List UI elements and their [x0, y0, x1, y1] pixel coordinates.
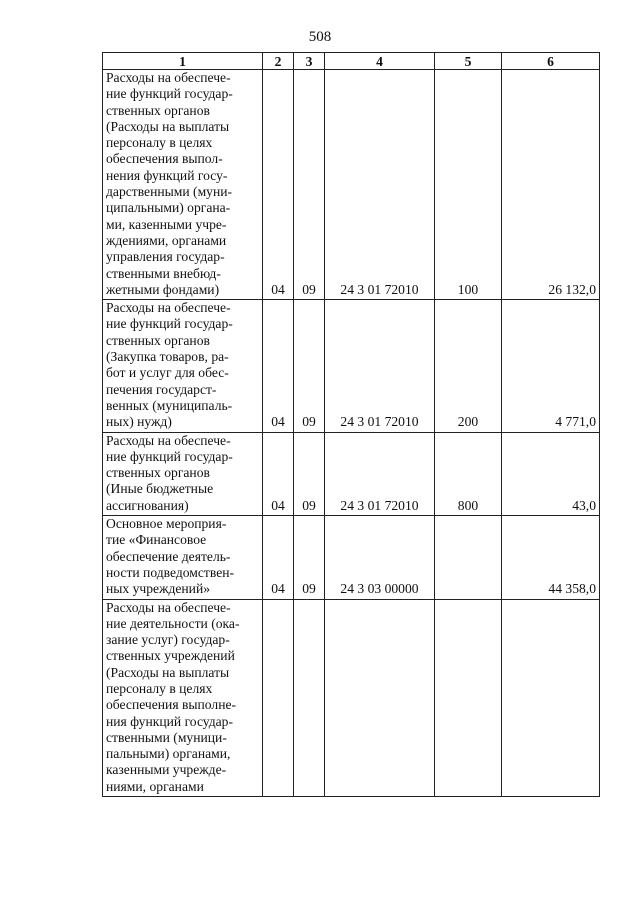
table-row	[103, 300, 600, 432]
description-line: тие «Финансовое	[106, 532, 207, 548]
description-line: ственными (муници-	[106, 729, 227, 745]
description-cell	[103, 599, 263, 797]
section-cell: 04	[263, 300, 294, 432]
expense-type-cell: 200	[435, 300, 502, 432]
section-cell: 04	[263, 432, 294, 515]
description-line: ственных органов	[106, 465, 210, 481]
description-line: дарственными (муни-	[106, 184, 233, 200]
description-cell	[103, 432, 263, 515]
budget-table	[102, 52, 600, 797]
page-number: 508	[308, 29, 332, 45]
description-line: персоналу в целях	[106, 680, 213, 696]
description-line: (Расходы на выплаты	[106, 118, 230, 134]
description-line: Расходы на обеспече-	[106, 70, 231, 85]
amount-cell: 26 132,0	[502, 70, 600, 300]
description-line: ассигнования)	[106, 497, 189, 513]
target-article-cell: 24 3 01 72010	[325, 432, 435, 515]
description-line: пальными) органами,	[106, 746, 231, 762]
description-line: (Иные бюджетные	[106, 481, 214, 497]
description-line: Расходы на обеспече-	[106, 432, 231, 448]
column-header-4: 4	[325, 53, 435, 70]
table-body	[103, 70, 600, 797]
description-line: жетными фондами)	[106, 281, 220, 297]
description-line: казенными учрежде-	[106, 762, 227, 778]
expense-type-cell	[435, 516, 502, 599]
subsection-cell: 09	[294, 70, 325, 300]
description-cell	[103, 516, 263, 599]
description-line: ние функций государ-	[106, 448, 233, 464]
amount-cell	[502, 599, 600, 797]
description-line: ности подведомствен-	[106, 564, 235, 580]
column-header-3: 3	[294, 53, 325, 70]
target-article-cell: 24 3 01 72010	[325, 70, 435, 300]
description-line: ственных учреждений	[106, 648, 235, 664]
description-line: персоналу в целях	[106, 135, 213, 151]
subsection-cell: 09	[294, 300, 325, 432]
description-line: ственных органов	[106, 102, 210, 118]
description-line: Основное мероприя-	[106, 516, 227, 532]
table-row	[103, 432, 600, 515]
expense-type-cell	[435, 599, 502, 797]
description-line: ние функций государ-	[106, 86, 233, 102]
table-header-row	[103, 53, 600, 70]
description-cell	[103, 300, 263, 432]
expense-type-cell: 800	[435, 432, 502, 515]
column-header-1: 1	[103, 53, 263, 70]
amount-cell: 4 771,0	[502, 300, 600, 432]
description-line: ниями, органами	[106, 778, 204, 794]
subsection-cell: 09	[294, 516, 325, 599]
column-header-2: 2	[263, 53, 294, 70]
amount-cell: 44 358,0	[502, 516, 600, 599]
description-line: обеспечение деятель-	[106, 548, 231, 564]
section-cell: 04	[263, 70, 294, 300]
expense-type-cell: 100	[435, 70, 502, 300]
column-header-5: 5	[435, 53, 502, 70]
description-line: (Закупка товаров, ра-	[106, 349, 229, 365]
description-line: ственных органов	[106, 332, 210, 348]
description-line: печения государст-	[106, 381, 217, 397]
description-line: ние функций государ-	[106, 316, 233, 332]
subsection-cell: 09	[294, 432, 325, 515]
description-line: Расходы на обеспече-	[106, 599, 231, 615]
description-line: венных (муниципаль-	[106, 397, 233, 413]
description-line: ных учреждений»	[106, 581, 211, 597]
description-line: обеспечения выполне-	[106, 697, 237, 713]
description-line: ных) нужд)	[106, 414, 172, 430]
target-article-cell: 24 3 01 72010	[325, 300, 435, 432]
description-line: зание услуг) государ-	[106, 632, 230, 648]
description-line: нения функций госу-	[106, 167, 228, 183]
description-line: (Расходы на выплаты	[106, 664, 230, 680]
amount-cell: 43,0	[502, 432, 600, 515]
description-line: обеспечения выпол-	[106, 151, 223, 167]
description-line: управления государ-	[106, 249, 225, 265]
target-article-cell	[325, 599, 435, 797]
subsection-cell	[294, 599, 325, 797]
description-line: ния функций государ-	[106, 713, 234, 729]
target-article-cell: 24 3 03 00000	[325, 516, 435, 599]
description-line: Расходы на обеспече-	[106, 300, 231, 316]
description-line: ми, казенными учре-	[106, 216, 227, 232]
description-line: ственными внебюд-	[106, 265, 221, 281]
column-header-6: 6	[502, 53, 600, 70]
table-row	[103, 70, 600, 300]
description-line: ждениями, органами	[106, 232, 227, 248]
table-row	[103, 516, 600, 599]
description-cell	[103, 70, 263, 300]
section-cell: 04	[263, 516, 294, 599]
table-row	[103, 599, 600, 797]
description-line: ние деятельности (ока-	[106, 615, 240, 631]
section-cell	[263, 599, 294, 797]
description-line: бот и услуг для обес-	[106, 365, 229, 381]
description-line: ципальными) органа-	[106, 200, 231, 216]
